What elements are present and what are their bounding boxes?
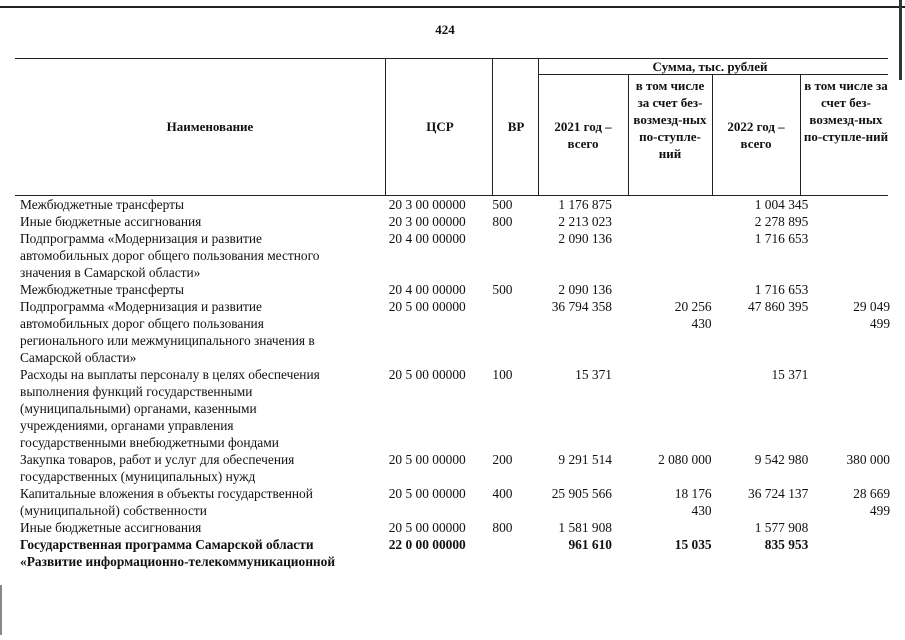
row-csr: 20 5 00 00000 (388, 299, 466, 314)
row-2021-incl (612, 451, 712, 485)
column-divider (492, 58, 493, 196)
row-csr: 20 5 00 00000 (388, 486, 466, 501)
row-2022-incl (808, 366, 890, 451)
row-name (20, 536, 389, 570)
row-name (20, 281, 389, 298)
row-2021-total-line: 2 090 136 (558, 231, 612, 246)
row-2021-total-line: 1 581 908 (558, 520, 612, 535)
scan-edge-mark (899, 0, 902, 80)
row-name-line: Подпрограмма «Модернизация и развитие (20, 299, 262, 314)
page-number: 424 (435, 22, 455, 37)
row-2021-incl (612, 196, 712, 213)
row-2022-total (712, 298, 809, 366)
row-2021-total-line: 9 291 514 (558, 452, 612, 467)
row-2022-total-line: 36 724 137 (748, 486, 809, 501)
row-2022-total (712, 213, 809, 230)
header-2022-incl: в том числе за счет без-возмезд-ных по-ступле-ний (803, 78, 889, 144)
table-row (20, 230, 890, 281)
row-2021-total (542, 298, 612, 366)
row-2022-incl (808, 281, 890, 298)
row-name-line: Закупка товаров, работ и услуг для обеспечения (20, 452, 295, 467)
row-2021-incl (612, 536, 712, 570)
row-vr: 200 (492, 452, 513, 467)
row-name-line: Расходы на выплаты персоналу в целях обеспечения (20, 367, 320, 382)
row-2022-incl (808, 451, 890, 485)
row-2022-total-line: 15 371 (771, 367, 809, 382)
row-2021-total-line: 2 090 136 (558, 282, 612, 297)
row-2022-total (712, 366, 809, 451)
row-name-line: автомобильных дорог общего пользования (20, 316, 264, 331)
row-name-line: государственных (муниципальных) нужд (20, 469, 256, 484)
row-2021-total (542, 366, 612, 451)
row-name (20, 485, 389, 519)
row-name-line: Межбюджетные трансферты (20, 282, 184, 297)
row-name-line: Государственная программа Самарской области (20, 537, 314, 552)
row-2022-total-line: 2 278 895 (754, 214, 809, 229)
column-divider (628, 74, 629, 196)
row-2021-incl (612, 485, 712, 519)
row-vr: 500 (492, 197, 513, 212)
column-divider (712, 74, 713, 196)
row-name-line: Иные бюджетные ассигнования (20, 214, 202, 229)
row-name-line: значения в Самарской области» (20, 265, 201, 280)
row-2022-total-line: 1 004 345 (754, 197, 809, 212)
table-row (20, 485, 890, 519)
row-csr: 22 0 00 00000 (388, 537, 466, 552)
row-2022-incl (808, 536, 890, 570)
column-divider (800, 74, 801, 196)
row-2022-total (712, 536, 809, 570)
row-vr: 800 (492, 214, 513, 229)
row-2021-total (542, 485, 612, 519)
table-row (20, 519, 890, 536)
row-csr: 20 4 00 00000 (388, 282, 466, 297)
row-2021-incl-line: 2 080 000 (658, 452, 712, 467)
table-row (20, 196, 890, 213)
column-divider (538, 58, 539, 196)
row-name (20, 519, 389, 536)
row-2022-incl-line: 28 669 (853, 486, 891, 501)
header-vr: ВР (507, 119, 525, 134)
row-2022-total (712, 196, 809, 213)
row-name-line: государственными внебюджетными фондами (20, 435, 279, 450)
row-2021-incl-line: 15 035 (674, 537, 712, 552)
row-2022-total (712, 451, 809, 485)
row-2021-incl (612, 366, 712, 451)
row-2021-total (542, 281, 612, 298)
table-row (20, 213, 890, 230)
row-2022-incl (808, 519, 890, 536)
row-name-line: Капитальные вложения в объекты государственной (20, 486, 313, 501)
row-2022-total-line: 1 577 908 (754, 520, 809, 535)
row-csr: 20 3 00 00000 (388, 214, 466, 229)
row-vr: 100 (492, 367, 513, 382)
row-2021-total (542, 196, 612, 213)
row-2022-total-line: 47 860 395 (748, 299, 809, 314)
row-name-line: «Развитие информационно-телекоммуникационной (20, 554, 336, 569)
row-name-line: автомобильных дорог общего пользования местного (20, 248, 320, 263)
row-2021-incl-line: 20 256 (674, 299, 712, 314)
row-2022-incl-line: 29 049 (853, 299, 891, 314)
row-2022-total (712, 485, 809, 519)
row-vr: 400 (492, 486, 513, 501)
row-vr (492, 298, 542, 366)
row-2021-total (542, 230, 612, 281)
row-name (20, 213, 389, 230)
row-name (20, 230, 389, 281)
row-2021-incl (612, 298, 712, 366)
row-vr (492, 230, 542, 281)
row-name-line: (муниципальными) органами, казенными (20, 401, 257, 416)
row-csr: 20 3 00 00000 (388, 197, 466, 212)
header-2021-incl: в том числе за счет без-возмезд-ных по-ступле-ний (633, 78, 707, 161)
row-2022-total-line: 9 542 980 (754, 452, 809, 467)
row-2021-incl (612, 213, 712, 230)
row-name-line: (муниципальной) собственности (20, 503, 207, 518)
row-name-line: учреждениями, органами управления (20, 418, 234, 433)
row-2021-total (542, 451, 612, 485)
row-2021-total (542, 536, 612, 570)
row-name (20, 196, 389, 213)
row-2021-incl-line: 18 176 (674, 486, 712, 501)
row-vr (492, 536, 542, 570)
row-name (20, 451, 389, 485)
header-2021-total: 2021 год – всего (554, 119, 612, 151)
row-2022-total-line: 835 953 (764, 537, 809, 552)
row-2021-total-line: 2 213 023 (558, 214, 612, 229)
row-name-line: Самарской области» (20, 350, 137, 365)
row-name-line: выполнения функций государственными (20, 384, 253, 399)
row-2022-incl (808, 196, 890, 213)
row-2021-incl (612, 519, 712, 536)
row-name-line: регионального или межмуниципального значения в (20, 333, 315, 348)
row-2021-incl (612, 281, 712, 298)
row-2022-total (712, 281, 809, 298)
row-name-line: Иные бюджетные ассигнования (20, 520, 202, 535)
row-2022-incl-line: 499 (869, 503, 891, 518)
row-2021-total (542, 519, 612, 536)
header-2022-total: 2022 год – всего (727, 119, 785, 151)
scan-edge-mark-left (0, 585, 2, 635)
row-2022-total (712, 519, 809, 536)
row-2021-total-line: 961 610 (568, 537, 612, 552)
row-2022-total-line: 1 716 653 (754, 282, 809, 297)
row-2022-incl (808, 213, 890, 230)
top-border-line (0, 6, 905, 8)
row-name-line: Межбюджетные трансферты (20, 197, 184, 212)
table-row (20, 536, 890, 570)
row-csr: 20 4 00 00000 (388, 231, 466, 246)
row-2021-total (542, 213, 612, 230)
row-csr: 20 5 00 00000 (388, 520, 466, 535)
row-vr: 800 (492, 520, 513, 535)
row-2021-total-line: 1 176 875 (558, 197, 612, 212)
row-csr: 20 5 00 00000 (388, 452, 466, 467)
row-2021-incl (612, 230, 712, 281)
table-body (20, 196, 890, 570)
header-csr: ЦСР (426, 119, 454, 134)
row-2021-total-line: 25 905 566 (551, 486, 612, 501)
row-name (20, 366, 389, 451)
header-name: Наименование (166, 119, 254, 134)
row-name-line: Подпрограмма «Модернизация и развитие (20, 231, 262, 246)
row-2021-incl-line: 430 (691, 503, 712, 518)
row-2022-incl-line: 499 (869, 316, 891, 331)
row-2021-total-line: 36 794 358 (551, 299, 612, 314)
row-vr: 500 (492, 282, 513, 297)
row-2021-total-line: 15 371 (575, 367, 612, 382)
row-2021-incl-line: 430 (691, 316, 712, 331)
row-2022-incl (808, 298, 890, 366)
table-row (20, 281, 890, 298)
table-row (20, 298, 890, 366)
row-2022-total (712, 230, 809, 281)
row-2022-incl-line: 380 000 (846, 452, 891, 467)
row-name (20, 298, 389, 366)
row-csr: 20 5 00 00000 (388, 367, 466, 382)
header-sum-title: Сумма, тыс. рублей (652, 59, 768, 74)
row-2022-incl (808, 230, 890, 281)
column-divider (385, 58, 386, 196)
row-2022-incl (808, 485, 890, 519)
table-row (20, 366, 890, 451)
row-2022-total-line: 1 716 653 (754, 231, 809, 246)
table-row (20, 451, 890, 485)
